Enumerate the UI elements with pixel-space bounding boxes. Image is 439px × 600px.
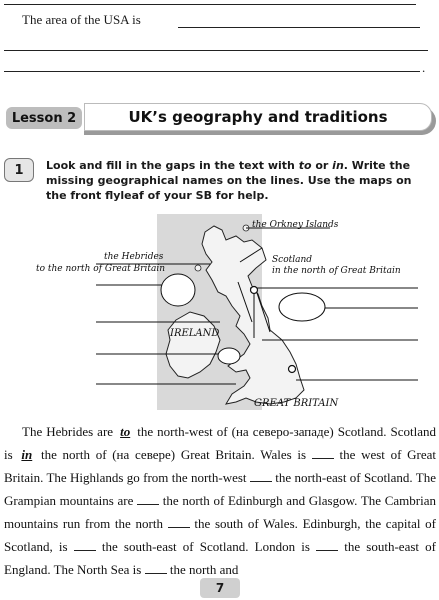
end-dot: .: [422, 60, 426, 75]
city-edinburgh-marker: [251, 287, 258, 294]
exercise-instructions: Look and fill in the gaps in the text with to or in. Write the missing geographical names on the lines. Use the maps on the front flyleaf of your SB for help.: [46, 159, 412, 202]
label-scotland: Scotland: [272, 255, 313, 265]
ellipse-irish-sea: [218, 348, 240, 364]
lesson-tab: Lesson 2: [6, 107, 82, 129]
label-great-britain: GREAT BRITAIN: [254, 398, 339, 409]
gap-7[interactable]: [145, 561, 167, 574]
fill-in-text: The Hebrides are to the north-west of (на северо-западе) Scotland. Scotland is in the north of (на севере) Great Britain. Wales is the west of Great Britain. The Highlands go from the north-west the north-east of Scotland. The Grampian mountains are the north of Edinburgh and Glasgow. The Cambrian mountains run from the north the south of Wales. Edinburgh, the capital of Scotland, is the south-east of Scotland. London is the south-east of England. The North Sea is the north and: [4, 424, 437, 577]
usa-area-prompt: The area of the USA is: [22, 12, 141, 27]
label-scotland-note: in the north of Great Britain: [272, 266, 401, 276]
answer-in[interactable]: in: [21, 447, 33, 462]
city-london-marker: [289, 366, 296, 373]
gap-2[interactable]: [250, 469, 272, 482]
ellipse-north-sea: [279, 293, 325, 321]
gap-5[interactable]: [74, 538, 96, 551]
gap-6[interactable]: [316, 538, 338, 551]
ellipse-hebrides-sea: [161, 274, 195, 306]
label-hebrides: the Hebrides: [104, 252, 164, 262]
hebrides-islands: [195, 265, 201, 271]
gap-3[interactable]: [137, 492, 159, 505]
gap-1[interactable]: [312, 446, 334, 459]
label-ireland: IRELAND: [170, 328, 220, 339]
gap-4[interactable]: [168, 515, 190, 528]
page-number: 7: [200, 578, 240, 598]
label-hebrides-note: to the north of Great Britain: [36, 264, 166, 274]
exercise-number: 1: [4, 158, 34, 182]
label-orkney: the Orkney Islands: [252, 220, 339, 230]
lesson-title: UK’s geography and traditions: [84, 103, 432, 131]
answer-to[interactable]: to: [120, 424, 131, 439]
